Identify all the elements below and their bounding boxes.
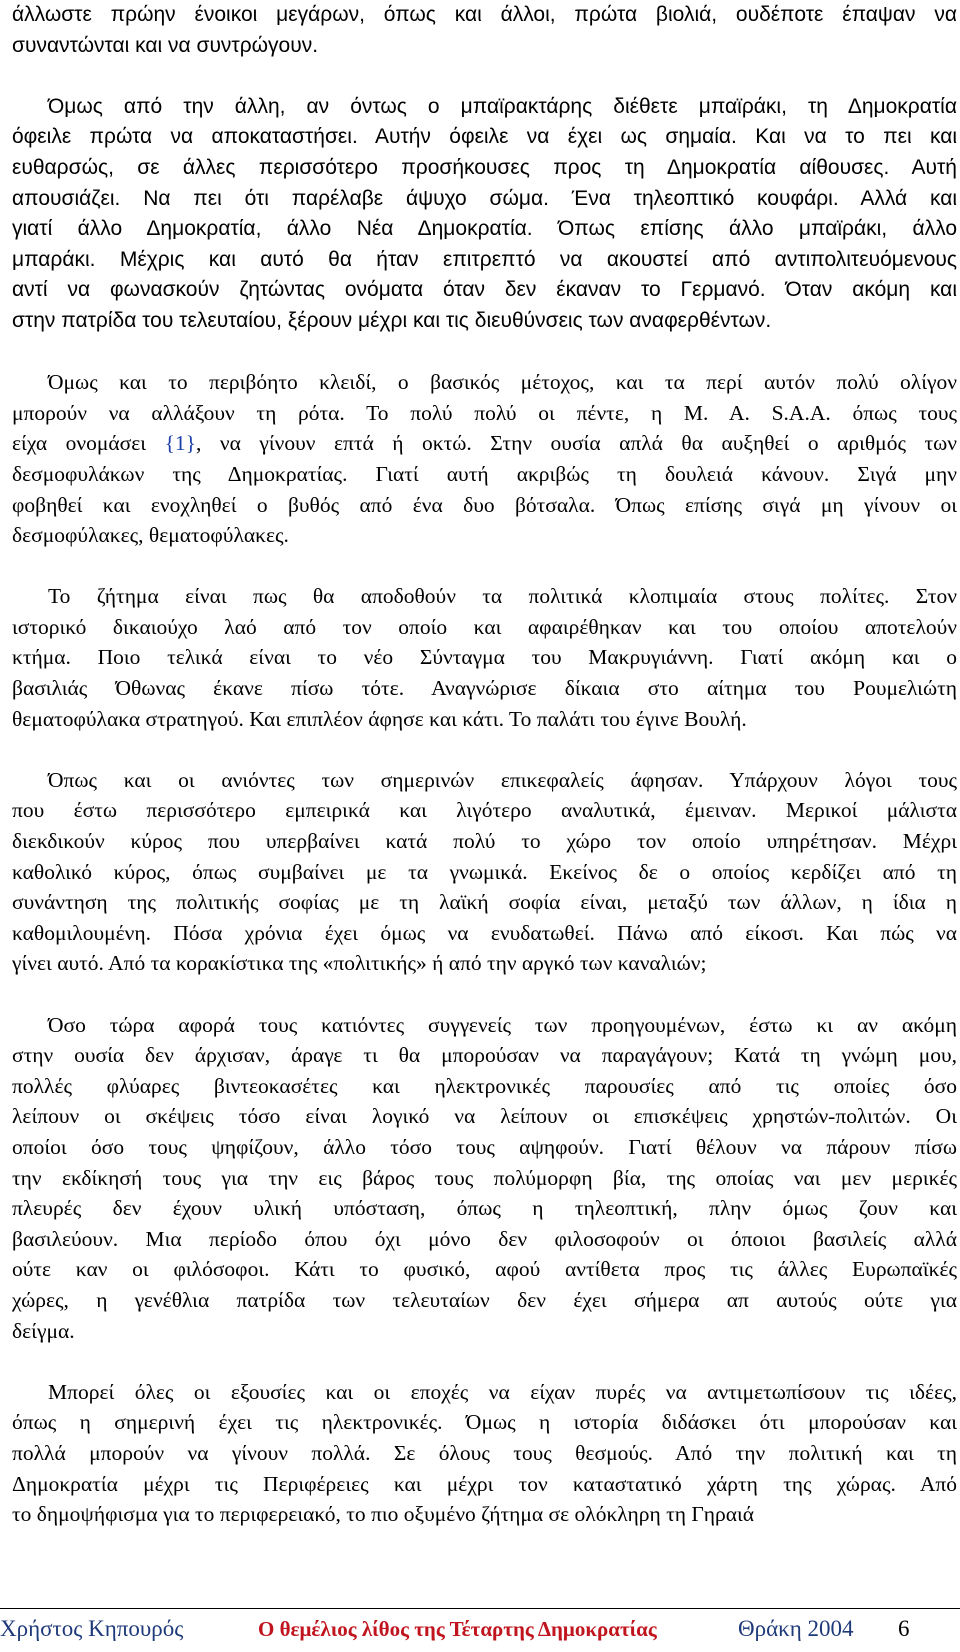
text-line: Όσο τώρα αφορά τους κατιόντες συγγενείς των προηγουμένων, έστω κι αν ακόμη bbox=[48, 1012, 957, 1037]
footer-author: Χρήστος Κηπουρός bbox=[0, 1616, 184, 1641]
text-line: Όπως και οι ανιόντες των σημερινών επικεφαλείς άφησαν. Υπάρχουν λόγοι τους bbox=[48, 767, 957, 792]
text-line: πολλά μπορούν να γίνουν πολλά. Σε όλους τους θεσμούς. Από την πολιτική και τη bbox=[12, 1440, 957, 1465]
text-line: ιστορικό δικαιούχο λαό από τον οποίο και αφαιρέθηκαν και του οποίου αποτελούν bbox=[12, 614, 957, 639]
text-line: ευθαρσώς, σε άλλες περισσότερο προσήκουσες προς τη Δημοκρατία αίθουσες. Αυτή bbox=[12, 155, 957, 179]
text-line: στην ουσία δεν άρχισαν, άραγε τι θα μπορούσαν να παραγάγουν; Κατά τη γνώμη μου, bbox=[12, 1043, 957, 1068]
paragraph-gap bbox=[12, 337, 957, 368]
paragraph bbox=[12, 1377, 957, 1530]
footer-page-number: 6 bbox=[898, 1616, 910, 1641]
text-line: Όμως και το περιβόητο κλειδί, ο βασικός μέτοχος, και τα περί αυτόν πολύ ολίγον bbox=[48, 370, 957, 395]
text-line: δείγμα. bbox=[12, 1318, 75, 1343]
text-line: βασιλιάς Όθωνας έκανε πίσω τότε. Αναγνώρισε δίκαια στο αίτημα του Ρουμελιώτη bbox=[12, 676, 957, 701]
paragraph-gap bbox=[12, 979, 957, 1010]
text-line: την εκδίκησή τους για την εις βάρος τους πολύμορφη βία, της οποίας ναι μεν μερικές bbox=[12, 1165, 957, 1190]
text-line: στην πατρίδα του τελευταίου, ξέρουν μέχρι και τις διευθύνσεις των αναφερθέντων. bbox=[12, 308, 772, 332]
text-line: χώρες, η γενέθλια πατρίδα των τελευταίων δεν έχει σήμερα απ αυτούς ούτε για bbox=[12, 1287, 957, 1312]
text-line: λείπουν οι σκέψεις τόσο είναι λογικό να λείπουν οι επισκέψεις χρηστών-πολιτών. Οι bbox=[12, 1104, 957, 1129]
text-line: Όμως από την άλλη, αν όντως ο μπαϊρακτάρης διέθετε μπαϊράκι, τη Δημοκρατία bbox=[48, 94, 957, 118]
text-line: πλευρές δεν έχουν υλική υπόσταση, όπως η τηλεοπτική, πλην όμως ζουν και bbox=[12, 1196, 957, 1221]
text-line: δεσμοφυλάκων της Δημοκρατίας. Γιατί αυτή ακριβώς τη δουλειά κάνουν. Σιγά μην bbox=[12, 461, 957, 486]
reference-marker[interactable]: {1} bbox=[164, 431, 196, 456]
text-line: πολλές φλύαρες βιντεοκασέτες και ηλεκτρονικές παρουσίες από τις οποίες όσο bbox=[12, 1073, 957, 1098]
document-body bbox=[12, 0, 957, 1530]
text-line: βασιλεύουν. Μια περίοδο όπου όχι μόνο δεν φιλοσοφούν οι όποιοι βασιλείς αλλά bbox=[12, 1226, 957, 1251]
paragraph bbox=[12, 92, 957, 337]
text-line: Μπορεί όλες οι εξουσίες και οι εποχές να είχαν πυρές να αντιμετωπίσουν τις ιδέες, bbox=[48, 1379, 957, 1404]
paragraph-gap bbox=[12, 61, 957, 92]
text-line: που έστω περισσότερο εμπειρικά και λιγότερο αναλυτικά, έμειναν. Μερικοί μάλιστα bbox=[12, 798, 957, 823]
text-line: καθομιλουμένη. Πόσα χρόνια έχει όμως να ενυδατωθεί. Πάνω από είκοσι. Και πώς να bbox=[12, 920, 957, 945]
text-line: είχα ονομάσει {1}, να γίνουν επτά ή οκτώ. Στην ουσία απλά θα αυξηθεί ο αριθμός των bbox=[12, 431, 957, 456]
paragraph-gap bbox=[12, 734, 957, 765]
paragraph-gap bbox=[12, 551, 957, 582]
paragraph bbox=[12, 581, 957, 734]
footer-divider bbox=[0, 1608, 960, 1609]
text-line: θεματοφύλακα στρατηγού. Και επιπλέον άφησε και κάτι. Το παλάτι του έγινε Βουλή. bbox=[12, 706, 747, 731]
text-line: Το ζήτημα είναι πως θα αποδοθούν τα πολιτικά κλοπιμαία στους πολίτες. Στον bbox=[48, 584, 957, 609]
paragraph-gap bbox=[12, 1346, 957, 1377]
text-line: μπαράκι. Μέχρις και αυτό θα ήταν επιτρεπτό να ακουστεί από αντιπολιτευόμενους bbox=[12, 247, 957, 271]
text-line: ούτε καν οι φιλόσοφοι. Κάτι το φυσικό, αφού αντίθετα προς τις άλλες Ευρωπαϊκές bbox=[12, 1257, 957, 1282]
text-line: γίνει αυτό. Από τα κορακίστικα της «πολιτικής» ή από την αργκό των καναλιών; bbox=[12, 951, 707, 976]
text-line: αντί να φωνασκούν ζητώντας ονόματα όταν δεν έκαναν το Γερμανό. Όταν ακόμη και bbox=[12, 278, 957, 302]
text-line: φοβηθεί και ενοχληθεί ο βυθός από ένα δυο βότσαλα. Όπως επίσης σιγά μη γίνουν οι bbox=[12, 492, 957, 517]
text-line: οποίοι όσο τους ψηφίζουν, άλλο τόσο τους αψηφούν. Γιατί θέλουν να πάρουν πίσω bbox=[12, 1134, 957, 1159]
paragraph bbox=[12, 1010, 957, 1347]
text-line: διεκδικούν κύρος που υπερβαίνει κατά πολύ το χώρο τον οποίο υπηρέτησαν. Μέχρι bbox=[12, 829, 957, 854]
text-line: δεσμοφύλακες, θεματοφύλακες. bbox=[12, 523, 289, 548]
text-line: άλλωστε πρώην ένοικοι μεγάρων, όπως και άλλοι, πρώτα βιολιά, ουδέποτε έπαψαν να bbox=[12, 3, 957, 26]
paragraph bbox=[12, 765, 957, 979]
text-line: γιατί άλλο Δημοκρατία, άλλο Νέα Δημοκρατία. Όπως επίσης άλλο μπαϊράκι, άλλο bbox=[12, 217, 957, 241]
text-line: απουσιάζει. Να πει ότι παρέλαβε άψυχο σώμα. Ένα τηλεοπτικό κουφάρι. Αλλά και bbox=[12, 186, 957, 210]
text-line: συναντώνται και να συντρώγουν. bbox=[12, 33, 319, 57]
text-line: Δημοκρατία μέχρι τις Περιφέρειες και μέχρι τον καταστατικό χάρτη της χώρας. Από bbox=[12, 1471, 957, 1496]
footer-title: Ο θεμέλιος λίθος της Τέταρτης Δημοκρατίας bbox=[258, 1617, 657, 1641]
paragraph bbox=[12, 367, 957, 551]
text-line: καθολικό κύρος, όπως συμβαίνει με τα γνωμικά. Εκείνος δε ο οποίος κερδίζει από τη bbox=[12, 859, 957, 884]
page-footer bbox=[0, 1608, 960, 1648]
text-line: κτήμα. Ποιο τελικά είναι το νέο Σύνταγμα του Μακρυγιάννη. Γιατί ακόμη και ο bbox=[12, 645, 957, 670]
text-line: μπορούν να αλλάξουν τη ρότα. Το πολύ πολύ οι πέντε, η Μ. Α. S.A.A. όπως τους bbox=[12, 400, 957, 425]
paragraph bbox=[12, 0, 957, 61]
text-line: το δημοψήφισμα για το περιφερειακό, το πιο οξυμένο ζήτημα σε ολόκληρη τη Γηραιά bbox=[12, 1502, 755, 1527]
footer-place-year: Θράκη 2004 bbox=[738, 1616, 854, 1641]
text-line: όφειλε πρώτα να αποκαταστήσει. Αυτήν όφειλε να έχει ως σημαία. Και να το πει και bbox=[12, 125, 957, 149]
text-line: συνάντηση της πολιτικής σοφίας με τη λαϊκή σοφία είναι, μεταξύ των άλλων, η ίδια η bbox=[12, 890, 957, 915]
text-line: όπως η σημερινή έχει τις ηλεκτρονικές. Όμως η ιστορία διδάσκει ότι μπορούσαν και bbox=[12, 1410, 957, 1435]
